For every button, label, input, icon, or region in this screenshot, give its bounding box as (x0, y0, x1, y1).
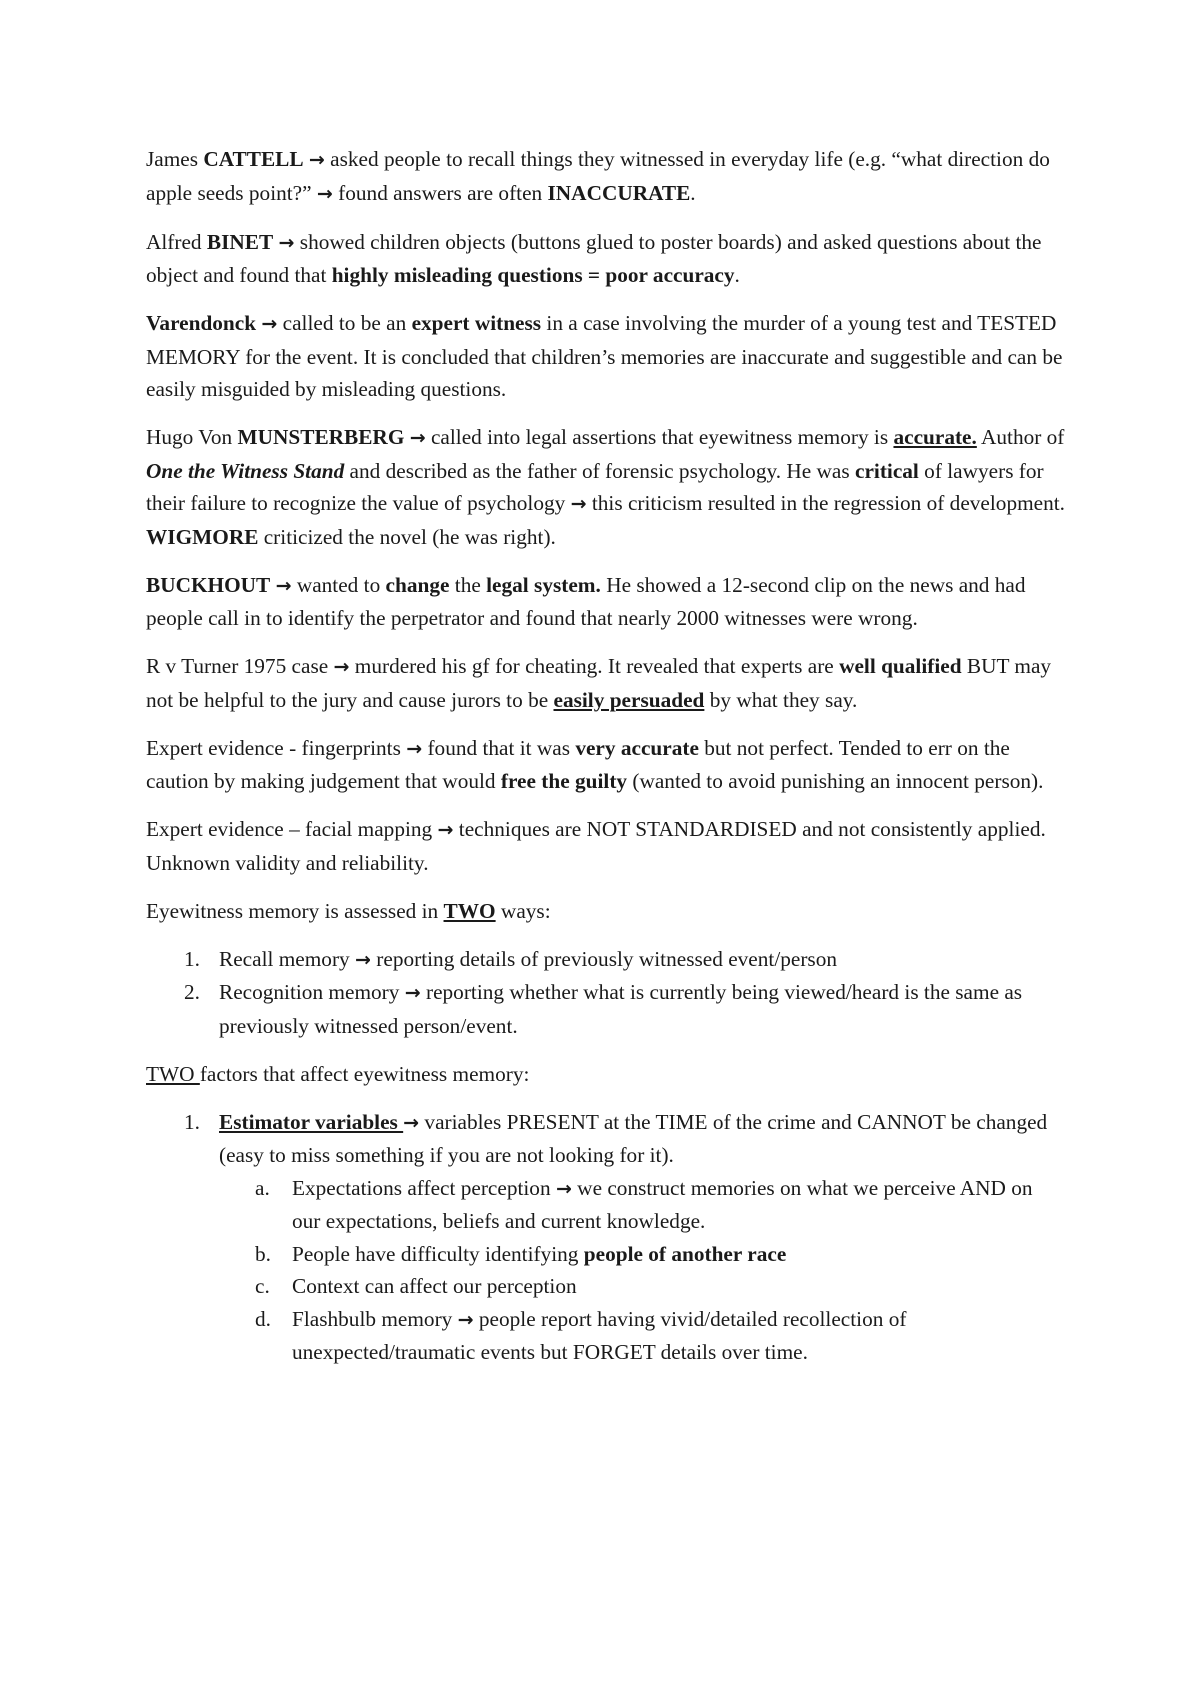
paragraph-buckhout: BUCKHOUT → wanted to change the legal system. He showed a 12-second clip on the news and had people call in to identify the perpetrator and found that nearly 2000 witnesses were wrong. (146, 572, 1026, 630)
list-item: 1. Recall memory → reporting details of previously witnessed event/person (146, 943, 1066, 977)
arrow-icon: → (555, 1177, 572, 1200)
list-item: 1. Estimator variables → variables PRESENT at the TIME of the crime and CANNOT be changed (easy to miss something if you are not looking for it). a. Expectations affect perception → we construct memories on what we perceive AND on our expectations, beliefs and current knowledge. b. People have difficulty identifying people of another race c. Context can affect our perception d. Flashbulb memory → people report having vivid/detailed recollection of unexpected/traumatic events but FORGET details over time. (146, 1106, 1066, 1369)
list-item: 2. Recognition memory → reporting whether what is currently being viewed/heard is the same as previously witnessed person/event. (146, 976, 1066, 1042)
arrow-icon: → (570, 493, 587, 515)
arrow-icon: → (333, 656, 350, 678)
paragraph-assessed: Eyewitness memory is assessed in TWO ways: (146, 898, 551, 923)
arrow-icon: → (261, 313, 278, 335)
arrow-icon: → (355, 948, 371, 971)
list-marker: b. (255, 1241, 271, 1266)
list-marker: 1. (184, 1109, 200, 1134)
arrow-icon: → (437, 819, 454, 841)
list-marker: c. (255, 1274, 270, 1298)
arrow-icon: → (403, 1111, 420, 1134)
name-munsterberg: MUNSTERBERG (237, 425, 405, 449)
paragraph-varendonck: Varendonck → called to be an expert witness in a case involving the murder of a young test and TESTED MEMORY for the event. It is concluded that children’s memories are inaccurate and suggestible and can be easily misguided by misleading questions. (146, 311, 1063, 401)
sublist (219, 1172, 1066, 1369)
document-page (146, 143, 1066, 1384)
arrow-icon: → (308, 149, 325, 171)
arrow-icon: → (275, 574, 292, 597)
paragraph-cattell: James CATTELL → asked people to recall things they witnessed in everyday life (e.g. “what direction do apple seeds point?” → found answers are often INACCURATE. (146, 147, 1050, 205)
arrow-icon: → (406, 737, 423, 760)
arrow-icon: → (316, 182, 333, 205)
list-item: b. People have difficulty identifying people of another race (219, 1238, 1066, 1271)
paragraph-binet: Alfred BINET → showed children objects (buttons glued to poster boards) and asked questions about the object and found that highly misleading questions = poor accuracy. (146, 229, 1042, 287)
paragraph-turner: R v Turner 1975 case → murdered his gf for cheating. It revealed that experts are well qualified BUT may not be helpful to the jury and cause jurors to be easily persuaded by what they say. (146, 654, 1052, 712)
name-buckhout: BUCKHOUT (146, 572, 271, 597)
name-varendonck: Varendonck (146, 311, 257, 335)
list-item: a. Expectations affect perception → we construct memories on what we perceive AND on our expectations, beliefs and current knowledge. (219, 1172, 1066, 1238)
list-item: d. Flashbulb memory → people report having vivid/detailed recollection of unexpected/traumatic events but FORGET details over time. (219, 1303, 1066, 1369)
arrow-icon: → (404, 982, 421, 1004)
list-marker: a. (255, 1175, 270, 1200)
book-title: One the Witness Stand (146, 458, 345, 483)
name-cattell: CATTELL (203, 147, 304, 171)
list-item: c. Context can affect our perception (219, 1270, 1066, 1303)
paragraph-fingerprints: Expert evidence - fingerprints → found that it was very accurate but not perfect. Tended to err on the caution by making judgement that would free the guilty (wanted to avoid punishing an innocent person). (146, 735, 1044, 793)
paragraph-munsterberg: Hugo Von MUNSTERBERG → called into legal assertions that eyewitness memory is accurate. Author of One the Witness Stand and described as the father of forensic psychology. He was critical of lawyers for their failure to recognize the value of psychology → this criticism resulted in the regression of development. WIGMORE criticized the novel (he was right). (146, 425, 1066, 549)
list-marker: 1. (184, 946, 200, 971)
arrow-icon: → (278, 231, 295, 254)
arrow-icon: → (457, 1308, 474, 1331)
paragraph-factors-heading: TWO factors that affect eyewitness memory: (146, 1061, 530, 1086)
list-marker: 2. (184, 980, 200, 1004)
arrow-icon: → (409, 427, 426, 449)
ways-list (146, 943, 1066, 1043)
paragraph-facial-mapping: Expert evidence – facial mapping → techniques are NOT STANDARDISED and not consistently applied. Unknown validity and reliability. (146, 817, 1046, 875)
name-binet: BINET (206, 229, 274, 254)
factors-list (146, 1106, 1066, 1369)
list-marker: d. (255, 1306, 271, 1331)
name-wigmore: WIGMORE (146, 524, 259, 549)
